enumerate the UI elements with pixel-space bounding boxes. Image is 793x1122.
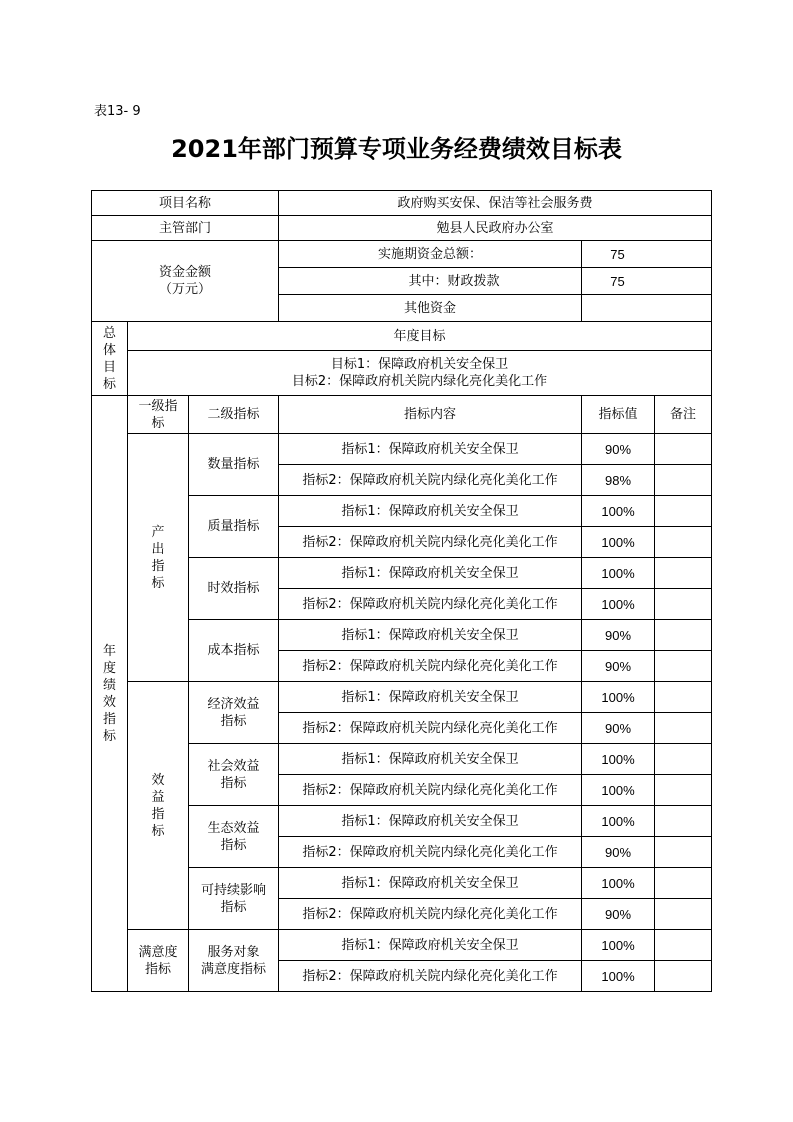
header-level1-line1: 一级指 — [138, 398, 178, 414]
output-char: 指 — [151, 558, 165, 574]
indicator-note — [655, 744, 712, 775]
indicator-header-row — [92, 396, 712, 434]
category-ecological — [189, 806, 279, 868]
category-line2: 指标 — [220, 713, 247, 729]
benefit-char: 标 — [151, 823, 165, 839]
category-quality: 质量指标 — [189, 496, 279, 558]
header-content: 指标内容 — [279, 396, 582, 434]
indicator-content: 指标2：保障政府机关院内绿化亮化美化工作 — [279, 837, 582, 868]
indicator-value: 100% — [582, 775, 655, 806]
output-char: 产 — [151, 524, 165, 540]
category-line2: 指标 — [220, 899, 247, 915]
output-char: 出 — [151, 541, 165, 557]
category-quantity: 数量指标 — [189, 434, 279, 496]
indicator-value: 100% — [582, 961, 655, 992]
indicator-note — [655, 713, 712, 744]
annual-goal-content — [128, 351, 712, 396]
indicator-value: 100% — [582, 589, 655, 620]
indicator-value: 90% — [582, 651, 655, 682]
funds-label-line1: 资金金额 — [159, 265, 212, 280]
indicator-content: 指标2：保障政府机关院内绿化亮化美化工作 — [279, 961, 582, 992]
annual-goal-header-row — [92, 322, 712, 351]
side-char: 年 — [102, 643, 116, 659]
satisfaction-line1: 满意度 — [138, 944, 178, 960]
page-title: 2021年部门预算专项业务经费绩效目标表 — [171, 135, 622, 163]
indicator-value: 100% — [582, 527, 655, 558]
indicator-content: 指标2：保障政府机关院内绿化亮化美化工作 — [279, 713, 582, 744]
side-char: 效 — [102, 694, 116, 710]
table-number: 表13- 9 — [94, 104, 141, 119]
funds-total-row — [92, 241, 712, 268]
annual-goal-content-row — [92, 351, 712, 396]
indicator-note — [655, 961, 712, 992]
side-char: 标 — [102, 376, 116, 392]
funds-label — [92, 241, 279, 322]
indicator-content: 指标2：保障政府机关院内绿化亮化美化工作 — [279, 651, 582, 682]
indicator-content: 指标2：保障政府机关院内绿化亮化美化工作 — [279, 775, 582, 806]
indicator-value: 100% — [582, 806, 655, 837]
benefit-char: 指 — [151, 806, 165, 822]
indicator-content: 指标1：保障政府机关安全保卫 — [279, 620, 582, 651]
indicator-content: 指标1：保障政府机关安全保卫 — [279, 806, 582, 837]
indicator-content: 指标1：保障政府机关安全保卫 — [279, 434, 582, 465]
indicator-note — [655, 775, 712, 806]
side-char: 度 — [102, 660, 116, 676]
project-name-row — [92, 191, 712, 216]
department-label: 主管部门 — [92, 216, 279, 241]
category-line2: 指标 — [220, 775, 247, 791]
indicator-value: 100% — [582, 744, 655, 775]
header-level1-line2: 标 — [151, 415, 165, 431]
header-value: 指标值 — [582, 396, 655, 434]
overall-goal-side-label — [92, 322, 128, 396]
category-timeliness: 时效指标 — [189, 558, 279, 620]
indicator-value: 100% — [582, 930, 655, 961]
funds-label-line2: （万元） — [159, 282, 212, 297]
indicator-note — [655, 868, 712, 899]
indicator-note — [655, 589, 712, 620]
indicator-note — [655, 899, 712, 930]
category-line1: 生态效益 — [207, 820, 260, 836]
indicator-content: 指标1：保障政府机关安全保卫 — [279, 744, 582, 775]
category-line1: 经济效益 — [207, 696, 260, 712]
category-line1: 服务对象 — [207, 944, 260, 960]
category-economic — [189, 682, 279, 744]
output-char: 标 — [151, 575, 165, 591]
satisfaction-line2: 指标 — [144, 961, 171, 977]
header-level1 — [128, 396, 189, 434]
indicator-note — [655, 465, 712, 496]
indicator-note — [655, 806, 712, 837]
indicator-content: 指标2：保障政府机关院内绿化亮化美化工作 — [279, 527, 582, 558]
annual-goal-label: 年度目标 — [128, 322, 712, 351]
indicator-content: 指标1：保障政府机关安全保卫 — [279, 930, 582, 961]
category-social — [189, 744, 279, 806]
department-value: 勉县人民政府办公室 — [279, 216, 712, 241]
indicator-value: 90% — [582, 837, 655, 868]
indicator-value: 90% — [582, 899, 655, 930]
indicator-note — [655, 930, 712, 961]
table-row — [92, 682, 712, 713]
side-char: 指 — [102, 711, 116, 727]
benefit-indicator-label — [128, 682, 189, 930]
indicator-note — [655, 620, 712, 651]
funds-other-value — [582, 295, 712, 322]
indicator-value: 100% — [582, 868, 655, 899]
satisfaction-indicator-label — [128, 930, 189, 992]
indicator-value: 100% — [582, 496, 655, 527]
indicator-value: 100% — [582, 558, 655, 589]
indicator-note — [655, 837, 712, 868]
indicator-value: 98% — [582, 465, 655, 496]
indicator-value: 90% — [582, 713, 655, 744]
indicator-value: 100% — [582, 682, 655, 713]
indicator-content: 指标2：保障政府机关院内绿化亮化美化工作 — [279, 589, 582, 620]
funds-other-label: 其他资金 — [279, 295, 582, 322]
goal-2: 目标2：保障政府机关院内绿化亮化美化工作 — [291, 374, 548, 389]
indicator-content: 指标1：保障政府机关安全保卫 — [279, 682, 582, 713]
indicator-note — [655, 651, 712, 682]
indicator-note — [655, 527, 712, 558]
table-row — [92, 930, 712, 961]
side-char: 体 — [102, 342, 116, 358]
category-line2: 满意度指标 — [201, 961, 267, 977]
indicator-note — [655, 496, 712, 527]
benefit-char: 益 — [151, 789, 165, 805]
indicator-content: 指标1：保障政府机关安全保卫 — [279, 868, 582, 899]
department-row — [92, 216, 712, 241]
indicator-value: 90% — [582, 434, 655, 465]
side-char: 绩 — [102, 677, 116, 693]
header-note: 备注 — [655, 396, 712, 434]
project-name-value: 政府购买安保、保洁等社会服务费 — [279, 191, 712, 216]
indicator-content: 指标1：保障政府机关安全保卫 — [279, 558, 582, 589]
side-char: 总 — [102, 325, 116, 341]
indicator-content: 指标2：保障政府机关院内绿化亮化美化工作 — [279, 465, 582, 496]
funds-fiscal-value: 75 — [582, 268, 712, 295]
table-row — [92, 434, 712, 465]
annual-indicator-side-label — [92, 396, 128, 992]
category-line1: 可持续影响 — [201, 882, 267, 898]
header-level2: 二级指标 — [189, 396, 279, 434]
category-sustainable — [189, 868, 279, 930]
indicator-value: 90% — [582, 620, 655, 651]
project-name-label: 项目名称 — [92, 191, 279, 216]
performance-target-table — [91, 190, 712, 992]
category-line1: 社会效益 — [207, 758, 260, 774]
indicator-content: 指标2：保障政府机关院内绿化亮化美化工作 — [279, 899, 582, 930]
side-char: 目 — [102, 359, 116, 375]
output-indicator-label — [128, 434, 189, 682]
side-char: 标 — [102, 728, 116, 744]
category-service-satisfaction — [189, 930, 279, 992]
goal-1: 目标1：保障政府机关安全保卫 — [330, 357, 509, 372]
funds-fiscal-label: 其中：财政拨款 — [279, 268, 582, 295]
indicator-content: 指标1：保障政府机关安全保卫 — [279, 496, 582, 527]
benefit-char: 效 — [151, 772, 165, 788]
indicator-note — [655, 434, 712, 465]
funds-total-label: 实施期资金总额： — [279, 241, 582, 268]
category-line2: 指标 — [220, 837, 247, 853]
indicator-note — [655, 558, 712, 589]
funds-total-value: 75 — [582, 241, 712, 268]
category-cost: 成本指标 — [189, 620, 279, 682]
indicator-note — [655, 682, 712, 713]
